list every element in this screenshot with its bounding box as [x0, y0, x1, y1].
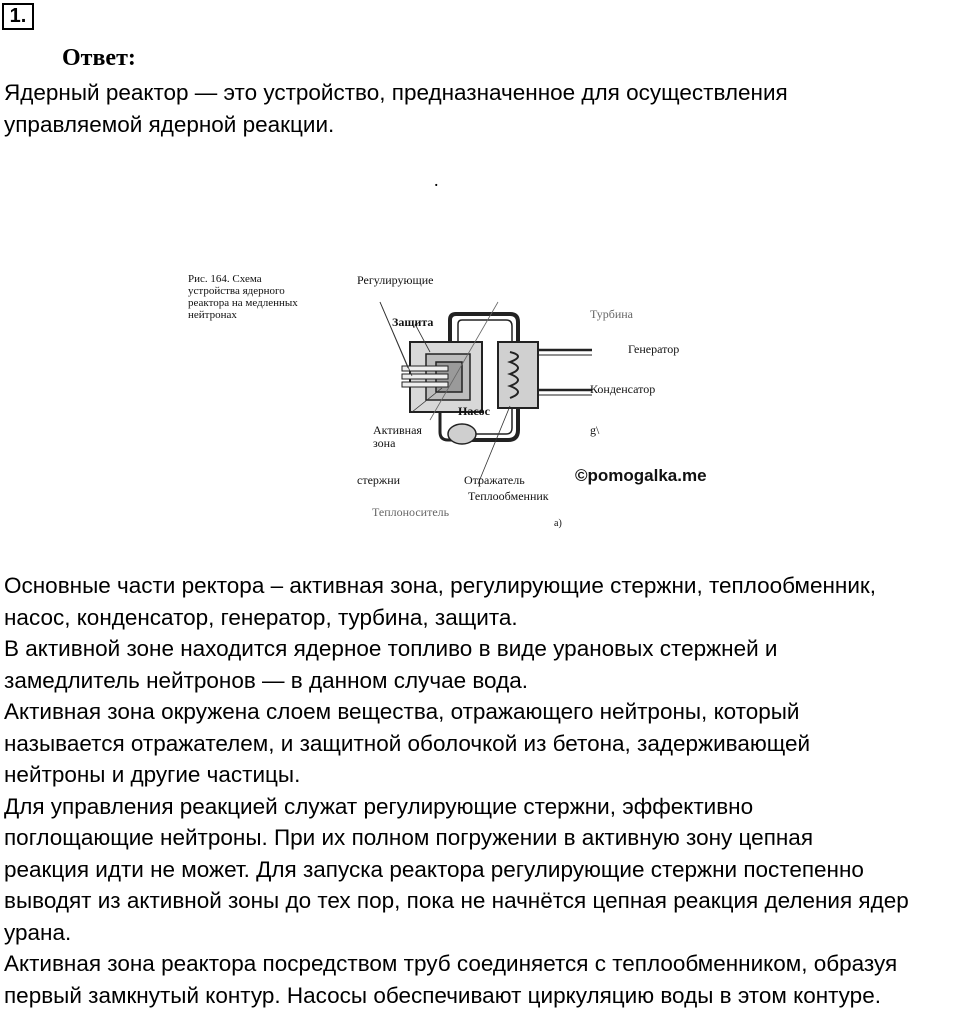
figure-caption [188, 273, 301, 321]
label-g: g\ [590, 423, 600, 437]
caption-line-2: устройства ядерного [188, 285, 285, 297]
label-zona: зона [373, 436, 396, 450]
label-reguliruyushchie: Регулирующие [357, 273, 434, 287]
reactor-diagram [180, 262, 720, 542]
label-generator: Генератор [628, 342, 680, 356]
label-otrazhatel: Отражатель [464, 473, 525, 487]
label-nasos: Насос [458, 404, 490, 418]
leader-reguliruyushchie-2 [380, 302, 412, 376]
body-paragraph: Основные части ректора – активная зона, регулирующие стержни, теплообменник, насос, конденсатор, генератор, турбина, защита. В активной зоне находится ядерное топливо в виде урановых стержней и замедлитель нейтронов — в данном случае вода. Активная зона окружена слоем вещества, отражающего нейтроны, который называется отражателем, и защитной оболочкой из бетона, задерживающей нейтроны и другие частицы. Для управления реакцией служат регулирующие стержни, эффективно поглощающие нейтроны. При их полном погружении в активную зону цепная реакция идти не может. Для запуска реактора регулирующие стержни постепенно выводят из активной зоны до тех пор, пока не начнётся цепная реакция деления ядер урана. Активная зона реактора посредством труб соединяется с теплообменником, образуя первый замкнутый контур. Насосы обеспечивают циркуляцию воды в этом контуре. [4, 573, 909, 1008]
label-turbina: Турбина [590, 307, 634, 321]
caption-line-3: реактора на медленных [188, 297, 298, 309]
caption-line-1: Рис. 164. Схема [188, 273, 262, 285]
watermark: ©pomogalka.me [575, 466, 707, 485]
stray-dot: . [434, 170, 439, 190]
control-rod-2 [402, 374, 448, 379]
label-sterzhni: стержни [357, 473, 401, 487]
label-zashchita: Защита [392, 315, 434, 329]
label-teplonositel: Теплоноситель [372, 505, 450, 519]
task-number: 1. [2, 3, 34, 30]
heat-exchanger [498, 342, 538, 408]
intro-paragraph: Ядерный реактор — это устройство, предназначенное для осуществления управляемой ядерной реакции. [4, 80, 788, 137]
control-rod-3 [402, 382, 448, 387]
label-subfigure: а) [554, 518, 562, 529]
caption-line-4: нейтронах [188, 309, 237, 321]
pump [448, 424, 476, 444]
label-teploobmennik: Теплообменник [468, 489, 549, 503]
answer-label: Ответ: [62, 45, 136, 71]
label-aktivnaya: Активная [373, 423, 422, 437]
label-kondensator: Конденсатор [590, 382, 656, 396]
